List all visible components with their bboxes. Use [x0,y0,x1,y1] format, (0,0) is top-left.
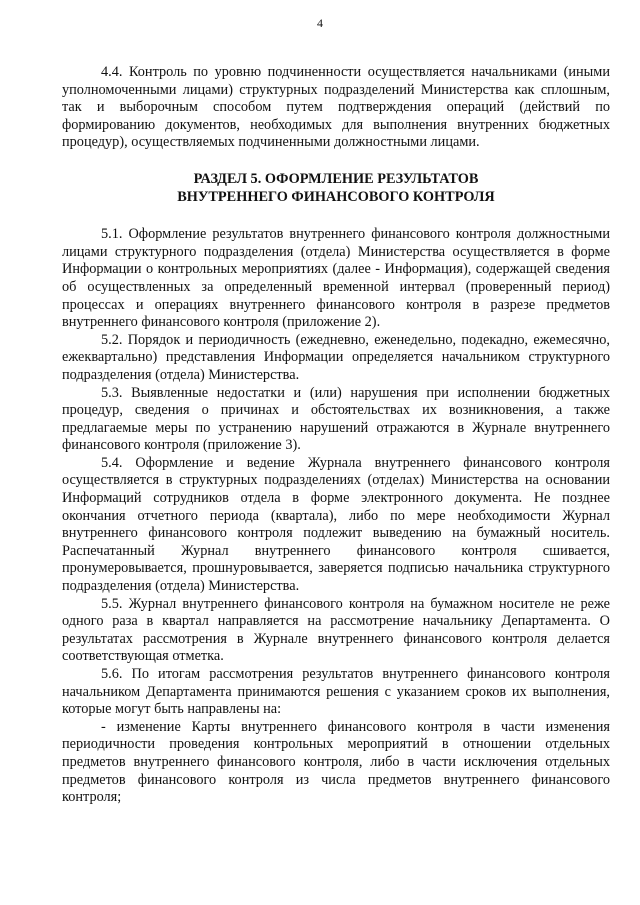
paragraph-5-1: 5.1. Оформление результатов внутреннего финансового контроля должностными лицами структурного подразделения (отдела) Министерства осуществляется в форме Информации о контрольных мероприятиях (далее - Информация), содержащей сведения об осуществленных за определенный временной интервал (проверенный период) процессах и операциях внутреннего финансового контроля в разрезе предметов внутреннего финансового контроля (приложение 2). [62,226,610,331]
paragraph-5-3: 5.3. Выявленные недостатки и (или) нарушения при исполнении бюджетных процедур, сведения о причинах и обстоятельствах их возникновения, а также предлагаемые меры по устранению нарушений отражаются в Журнале внутреннего финансового контроля (приложение 3). [62,384,610,454]
paragraph-5-2: 5.2. Порядок и периодичность (ежедневно, еженедельно, подекадно, ежемесячно, ежеквартально) представления Информации определяется начальником структурного подразделения (отдела) Министерства. [62,331,610,383]
paragraph-4-4: 4.4. Контроль по уровню подчиненности осуществляется начальниками (иными уполномоченными лицами) структурных подразделений Министерства как сплошным, так и выборочным способом путем подтверждения операций (действий по формированию документов, необходимых для выполнения внутренних бюджетных процедур), осуществляемых подчиненными должностными лицами. [62,64,610,151]
paragraph-5-5: 5.5. Журнал внутреннего финансового контроля на бумажном носителе не реже одного раза в квартал направляется на рассмотрение начальнику Департамента. О результатах рассмотрения в Журнале внутреннего финансового контроля делается соответствующая отметка. [62,595,610,665]
paragraph-5-4: 5.4. Оформление и ведение Журнала внутреннего финансового контроля осуществляется в структурных подразделениях (отделах) Министерства на основании Информаций сотрудников отдела в форме электронного документа. Не позднее окончания отчетного периода (квартала), либо по мере необходимости Журнал внутреннего финансового контроля подлежит выведению на бумажный носитель. Распечатанный Журнал внутреннего финансового контроля сшивается, пронумеровывается, прошнуровывается, заверяется подписью начальника структурного подразделения (отдела) Министерства. [62,454,610,595]
section-heading [62,171,610,206]
list-item-card-change: - изменение Карты внутреннего финансового контроля в части изменения периодичности проведения контрольных мероприятий в отношении отдельных предметов внутреннего финансового контроля, либо в части исключения отдельных предметов финансового контроля из числа предметов внутреннего финансового контроля; [62,718,610,806]
document-body [62,64,610,807]
page-number: 4 [317,16,323,30]
section-heading-line-2: ВНУТРЕННЕГО ФИНАНСОВОГО КОНТРОЛЯ [177,188,495,205]
section-heading-line-1: РАЗДЕЛ 5. ОФОРМЛЕНИЕ РЕЗУЛЬТАТОВ [193,170,479,187]
paragraph-5-6: 5.6. По итогам рассмотрения результатов внутреннего финансового контроля начальником Департамента принимаются решения с указанием сроков их выполнения, которые могут быть направлены на: [62,666,610,718]
